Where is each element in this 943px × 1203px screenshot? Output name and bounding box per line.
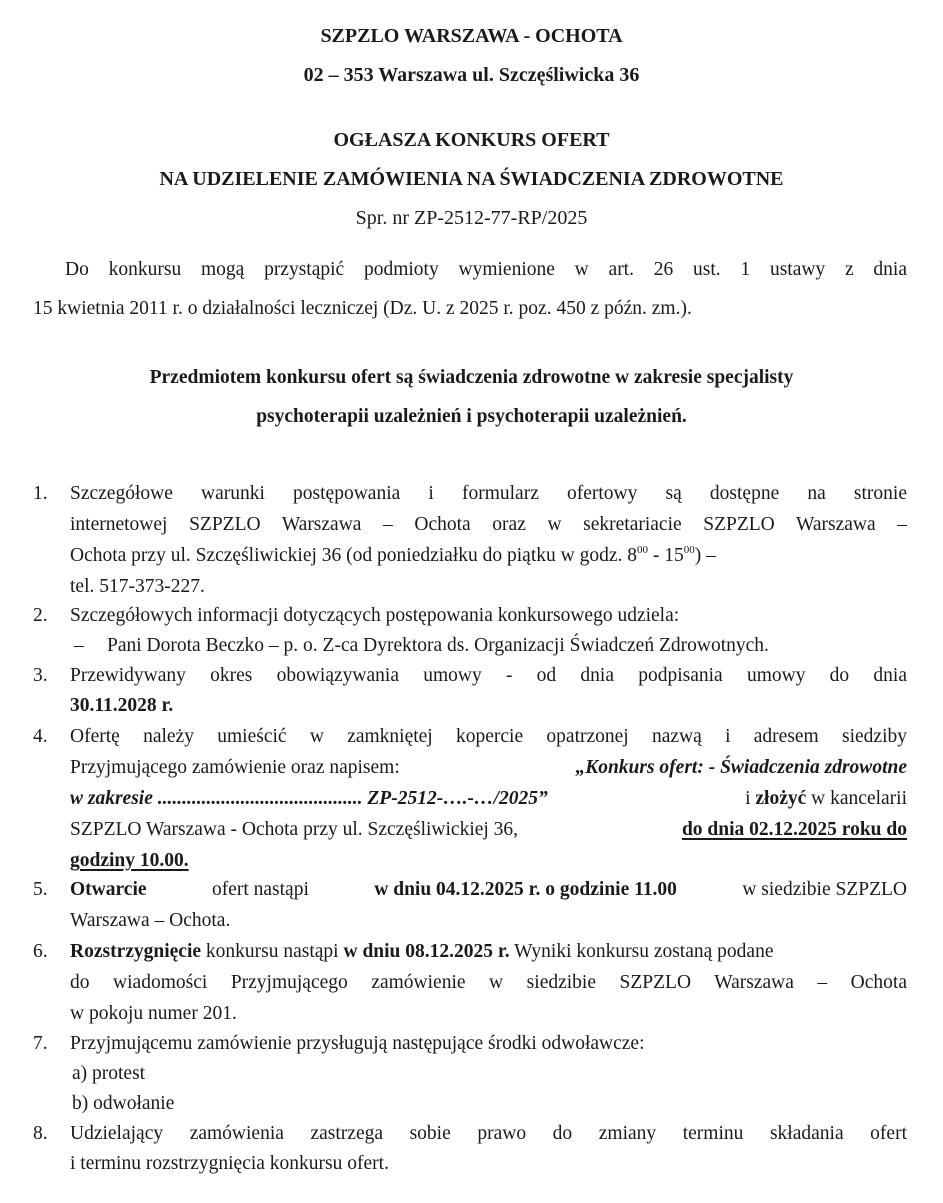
opening-label: Otwarcie — [70, 879, 147, 900]
intro-line-1: Do konkursu mogą przystąpić podmioty wymienione w art. 26 ust. 1 ustawy z dnia — [65, 259, 907, 280]
envelope-label: „Konkurs ofert: - Świadczenia zdrowotne — [575, 757, 907, 778]
item-number: 5. — [33, 879, 48, 900]
item-1-line-3 — [70, 544, 907, 568]
item-number: 1. — [33, 483, 48, 504]
envelope-label-continued: w zakresie .......................................... ZP-2512-….-…/2025” — [70, 788, 548, 809]
opening-date: w dniu 04.12.2025 r. o godzinie 11.00 — [374, 879, 677, 900]
submit-emphasis: złożyć — [755, 788, 807, 809]
item-6-line-2: do wiadomości Przyjmującego zamówienie w siedzibie SZPZLO Warszawa – Ochota — [70, 972, 907, 993]
subject-line-2: psychoterapii uzależnień i psychoterapii uzależnień. — [256, 406, 687, 427]
remedy-protest: a) protest — [72, 1063, 146, 1084]
contract-end-date: 30.11.2028 r. — [70, 695, 174, 716]
item-7-line-1: Przyjmującemu zamówienie przysługują następujące środki odwoławcze: — [70, 1033, 645, 1054]
item-4-line-1: Ofertę należy umieścić w zamkniętej kopercie opatrzonej nazwą i adresem siedziby — [70, 726, 907, 747]
item-2-line-1: Szczegółowych informacji dotyczących postępowania konkursowego udziela: — [70, 605, 680, 626]
item-1-line-2: internetowej SZPZLO Warszawa – Ochota oraz w sekretariacie SZPZLO Warszawa – — [70, 514, 907, 535]
item-number: 7. — [33, 1033, 48, 1054]
announcement-subtitle: NA UDZIELENIE ZAMÓWIENIA NA ŚWIADCZENIA ZDROWOTNE — [159, 168, 784, 190]
item-4-address: SZPZLO Warszawa - Ochota przy ul. Szczęśliwickiej 36, — [70, 819, 519, 840]
case-number: Spr. nr ZP-2512-77-RP/2025 — [355, 207, 588, 229]
subject-line-1: Przedmiotem konkursu ofert są świadczenia zdrowotne w zakresie specjalisty — [149, 367, 794, 388]
item-number: 2. — [33, 605, 48, 626]
item-1-line-1: Szczegółowe warunki postępowania i formularz ofertowy są dostępne na stronie — [70, 483, 907, 504]
submission-deadline-time: godziny 10.00. — [70, 850, 189, 871]
item-4-line-4 — [70, 818, 907, 842]
item-6-line-1: Rozstrzygnięcie konkursu nastąpi w dniu 08.12.2025 r. Wyniki konkursu zostaną podane — [70, 941, 774, 962]
item-5-line-2: Warszawa – Ochota. — [70, 910, 231, 931]
item-6-line-3: w pokoju numer 201. — [70, 1003, 237, 1024]
item-1-hours-text: Ochota przy ul. Szczęśliwickiej 36 (od poniedziałku do piątku w godz. $8^{00} - 15^{00}$) – — [70, 544, 716, 566]
resolution-label: Rozstrzygnięcie — [70, 941, 202, 962]
item-number: 3. — [33, 665, 48, 686]
remedy-appeal: b) odwołanie — [72, 1093, 175, 1114]
item-3-line-1: Przewidywany okres obowiązywania umowy - od dnia podpisania umowy do dnia — [70, 665, 907, 686]
item-4-text: Przyjmującego zamówienie oraz napisem: — [70, 757, 400, 778]
contact-person: Pani Dorota Beczko – p. o. Z-ca Dyrektora ds. Organizacji Świadczeń Zdrowotnych. — [107, 635, 769, 656]
organization-name: SZPZLO WARSZAWA - OCHOTA — [320, 25, 623, 47]
item-8-line-1: Udzielający zamówienia zastrzega sobie prawo do zmiany terminu składania ofert — [70, 1123, 907, 1144]
dash-bullet: – — [74, 635, 84, 656]
item-number: 6. — [33, 941, 48, 962]
item-4-line-2 — [70, 756, 907, 780]
resolution-date: w dniu 08.12.2025 r. — [343, 941, 510, 962]
announcement-title: OGŁASZA KONKURS OFERT — [333, 129, 610, 151]
item-8-line-2: i terminu rozstrzygnięcia konkursu ofert. — [70, 1153, 389, 1174]
item-1-phone: tel. 517-373-227. — [70, 576, 205, 597]
item-number: 4. — [33, 726, 48, 747]
intro-line-2: 15 kwietnia 2011 r. o działalności leczniczej (Dz. U. z 2025 r. poz. 450 z późn. zm.). — [33, 298, 692, 319]
item-5-line-1: Otwarcie ofert nastąpi w dniu 04.12.2025 r. o godzinie 11.00 w siedzibie SZPZLO — [70, 879, 907, 900]
organization-address: 02 – 353 Warszawa ul. Szczęśliwicka 36 — [303, 64, 640, 86]
submission-deadline: do dnia 02.12.2025 roku do — [681, 819, 907, 840]
item-4-line-3: w zakresie .......................................... ZP-2512-….-…/2025” i złożyć w kancelarii — [70, 788, 907, 809]
item-number: 8. — [33, 1123, 48, 1144]
